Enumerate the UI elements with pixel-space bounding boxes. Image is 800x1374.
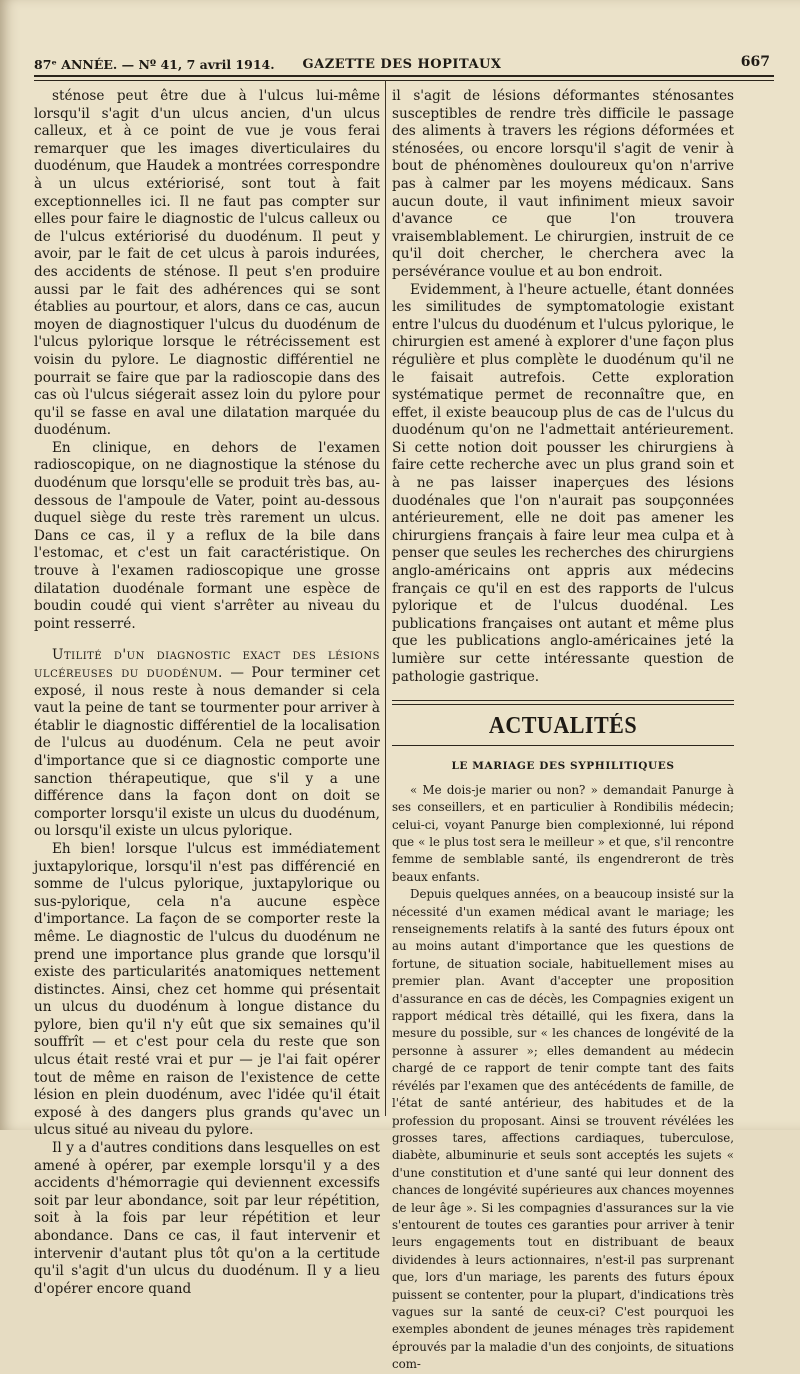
page-number: 667 — [740, 54, 770, 70]
issue-line: 87ᵉ ANNÉE. — Nº 41, 7 avril 1914. — [34, 57, 275, 72]
article-body — [392, 782, 734, 1374]
section-underline — [392, 745, 734, 746]
section-heading: Utilité d'un diagnostic exact des lésions ulcéreuses du duodénum. — [34, 647, 380, 681]
section-rule — [392, 700, 734, 705]
section-title: ACTUALITÉS — [488, 713, 638, 740]
paragraph: Il y a d'autres conditions dans lesquelles on est amené à opérer, par exemple lorsqu'il y a des accidents d'hémorragie qui deviennent excessifs soit par leur abondance, soit par leur répétition, soit à la fois par leur répétition et leur abondance. Dans ce cas, il faut intervenir et intervenir d'autant plus tôt qu'on a la certitude qu'il s'agit d'un ulcus du duodénum. Il y a lieu d'opérer encore quand — [34, 1140, 380, 1297]
left-column — [34, 88, 380, 1297]
journal-title: GAZETTE DES HOPITAUX — [302, 57, 502, 72]
section-paragraph — [34, 647, 380, 841]
header-rule — [34, 75, 774, 81]
paragraph: Eh bien! lorsque l'ulcus est immédiatement juxtapylorique, lorsqu'il n'est pas différencié en somme de l'ulcus pylorique, juxtapylorique ou sus-pylorique, cela n'a aucune espèce d'importance. La façon de se comporter reste la même. Le diagnostic de l'ulcus du duodénum ne prend une importance plus grande que lorsqu'il existe des particularités anatomiques nettement distinctes. Ainsi, chez cet homme qui présentait un ulcus du duodénum à longue distance du pylore, bien qu'il n'y eût que six semaines qu'il souffrît — et c'est pour cela du reste que son ulcus était resté vrai et pur — je l'ai fait opérer tout de même en raison de l'existence de cette lésion en plein duodénum, avec l'idée qu'il était exposé à des dangers plus grands qu'avec un ulcus situé au niveau du pylore. — [34, 840, 380, 1139]
page-header — [34, 48, 770, 74]
column-divider — [385, 80, 386, 1116]
paragraph: sténose peut être due à l'ulcus lui-même lorsqu'il s'agit d'un ulcus ancien, d'un ulcus calleux, et à ce point de vue je vous ferai remarquer que les images diverticulaires du duodénum, que Haudek a montrées correspondre à un ulcus extériorisé, sont tout à fait exceptionnelles ici. Il ne faut pas compter sur elles pour faire le diagnostic de l'ulcus calleux ou de l'ulcus extériorisé du duodénum. Il peut y avoir, par le fait de cet ulcus à parois indurées, des accidents de sténose. Il peut s'en produire aussi par le fait des adhérences qui se sont établies au pourtour, et alors, dans ce cas, aucun moyen de diagnostiquer l'ulcus du duodénum de l'ulcus pylorique lorsque le rétrécissement est voisin du pylore. Le diagnostic différentiel ne pourrait se faire que par la radioscopie dans des cas où l'ulcus siégerait assez loin du pylore pour qu'il se fasse en aval une dilatation marquée du duodénum. — [34, 88, 380, 439]
paragraph: « Me dois-je marier ou non? » demandait Panurge à ses conseillers, et en particulier à Rondibilis médecin; celui-ci, voyant Panurge bien complexionné, lui répond que « le plus tost sera le meilleur » et que, s'il rencontre femme de semblable santé, ils engendreront de très beaux enfants. — [392, 782, 734, 884]
section-lead: — Pour terminer cet exposé, il nous reste à nous demander si cela vaut la peine de tant se tourmenter pour arriver à établir le diagnostic différentiel de la localisation de l'ulcus au duodénum. Cela ne peut avoir d'importance que si ce diagnostic comporte une sanction thérapeutique, que s'il y a une différence dans la façon dont on doit se comporter lorsqu'il existe un ulcus du duodénum, ou lorsqu'il existe un ulcus pylorique. — [34, 665, 380, 840]
paragraph: En clinique, en dehors de l'examen radioscopique, on ne diagnostique la sténose du duodénum que lorsqu'elle se produit très bas, au-dessous de l'ampoule de Vater, point au-dessous duquel siège du reste très rarement un ulcus. Dans ce cas, il y a reflux de la bile dans l'estomac, et c'est un fait caractéristique. On trouve à l'examen radioscopique une grosse dilatation duodénale formant une espèce de boudin coudé qui vient s'arrêter au niveau du point resserré. — [34, 439, 380, 632]
right-column — [392, 88, 734, 1372]
paragraph: Evidemment, à l'heure actuelle, étant données les similitudes de symptomatologie existant entre l'ulcus du duodénum et l'ulcus pylorique, le chirurgien est amené à explorer d'une façon plus régulière et plus complète le duodénum qu'il ne le faisait autrefois. Cette exploration systématique permet de reconnaître que, en effet, il existe beaucoup plus de cas de l'ulcus du duodénum qu'on ne l'admettait antérieurement. Si cette notion doit pousser les chirurgiens à faire cette recherche avec un plus grand soin et à ne pas laisser inaperçues des lésions duodénales que l'on n'aurait pas soupçonnées antérieurement, elle ne doit pas amener les chirurgiens français à faire leur mea culpa et à penser que seules les recherches des chirurgiens anglo-américains ont appris aux médecins français ce qu'il en est des rapports de l'ulcus pylorique et de l'ulcus duodénal. Les publications françaises ont autant et même plus que les publications anglo-américaines jeté la lumière sur cette intéressante question de pathologie gastrique. — [392, 281, 734, 685]
article-title: LE MARIAGE DES SYPHILITIQUES — [451, 760, 675, 773]
paragraph: il s'agit de lésions déformantes sténosantes susceptibles de rendre très difficile le passage des aliments à travers les régions déformées et sténosées, ou encore lorsqu'il s'agit de venir à bout de phénomènes douloureux qu'on n'arrive pas à calmer par les moyens médicaux. Sans aucun doute, il vaut infiniment mieux savoir d'avance ce que l'on trouvera vraisemblablement. Le chirurgien, instruit de ce qu'il doit chercher, le cherchera avec la persévérance voulue et au bon endroit. — [392, 88, 734, 280]
paragraph: Depuis quelques années, on a beaucoup insisté sur la nécessité d'un examen médical avant le mariage; les renseignements relatifs à la santé des futurs époux ont au moins autant d'importance que les questions de fortune, de situation sociale, habituellement mises au premier plan. Avant d'accepter une proposition d'assurance en cas de décès, les Compagnies exigent un rapport médical très détaillé, qui les fixera, dans la mesure du possible, sur « les chances de longévité de la personne à assurer »; elles demandent au médecin chargé de ce rapport de tenir compte tant des faits révélés par l'examen que des antécédents de famille, de l'état de santé antérieur, des habitudes et de la profession du proposant. Ainsi se trouvent révélées les grosses tares, affections cardiaques, tuberculose, diabète, albuminurie et seuls sont acceptés les sujets « d'une constitution et d'une santé qui leur donnent des chances de longévité supérieures aux chances moyennes de leur âge ». Si les compagnies d'assurances sur la vie s'entourent de toutes ces garanties pour arriver à tenir leurs engagements tout en distribuant de beaux dividendes à leurs actionnaires, n'est-il pas surprenant que, lors d'un mariage, les parents des futurs époux puissent se contenter, pour la plupart, d'indications très vagues sur la santé de ceux-ci? C'est pourquoi les exemples abondent de jeunes ménages très rapidement éprouvés par la maladie d'un des conjoints, de situations com- — [392, 887, 734, 1372]
